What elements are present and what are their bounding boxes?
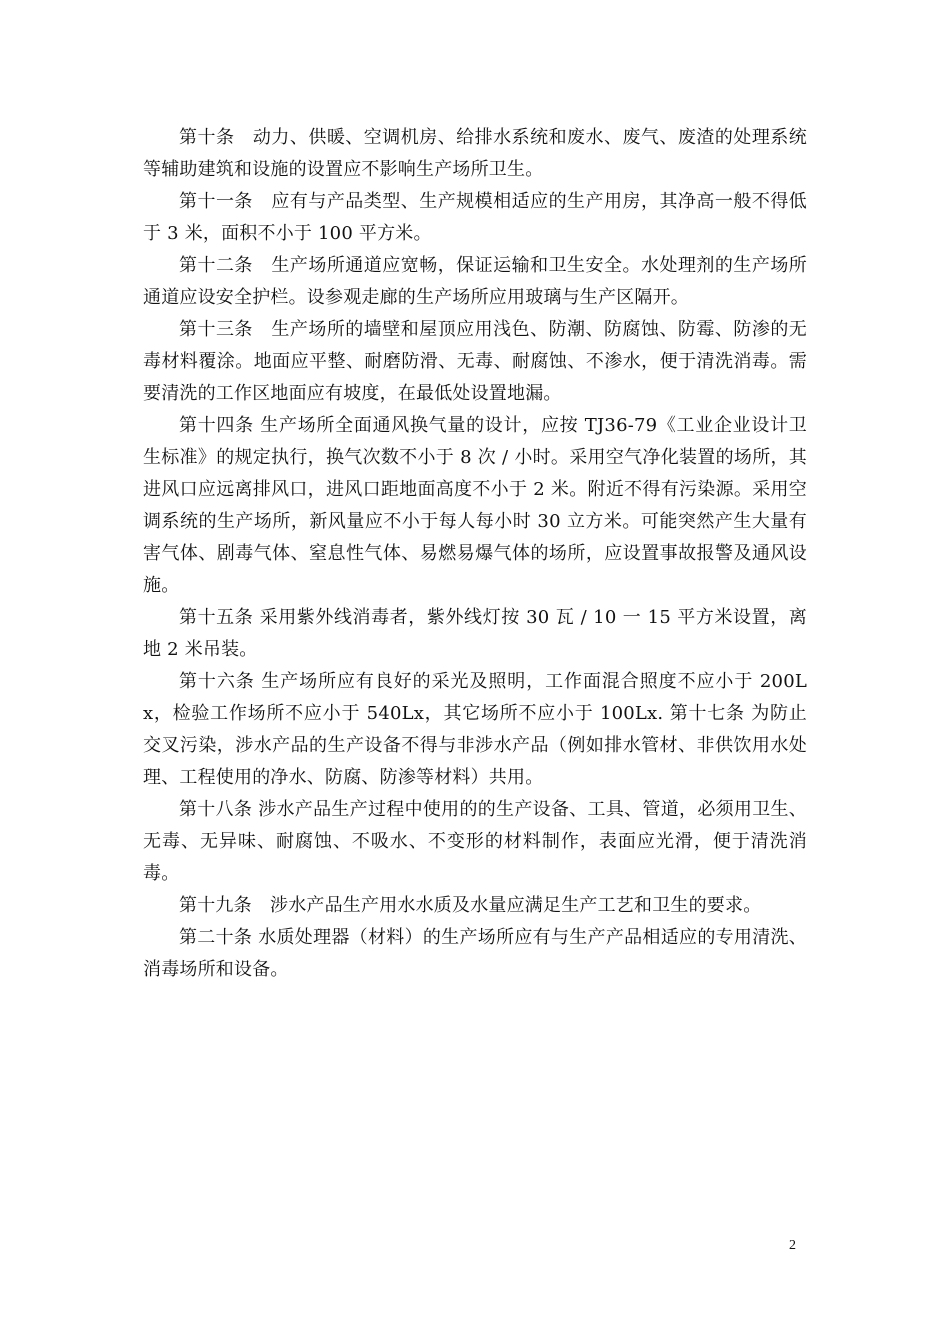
article-11-paragraph: 第十一条 应有与产品类型、生产规模相适应的生产用房，其净高一般不得低于 3 米，面积不小于 100 平方米。: [143, 191, 807, 244]
article-20-paragraph: 第二十条 水质处理器（材料）的生产场所应有与生产产品相适应的专用清洗、消毒场所和设备。: [143, 927, 807, 980]
article-18-paragraph: 第十八条 涉水产品生产过程中使用的的生产设备、工具、管道，必须用卫生、无毒、无异味、耐腐蚀、不吸水、不变形的材料制作，表面应光滑，便于清洗消毒。: [143, 799, 807, 884]
page-number: 2: [789, 1238, 796, 1253]
article-10-paragraph: 第十条 动力、供暖、空调机房、给排水系统和废水、废气、废渣的处理系统等辅助建筑和设施的设置应不影响生产场所卫生。: [143, 127, 807, 180]
article-19-paragraph: 第十九条 涉水产品生产用水水质及水量应满足生产工艺和卫生的要求。: [179, 895, 762, 916]
document-body: [143, 122, 807, 986]
article-14-paragraph: 第十四条 生产场所全面通风换气量的设计，应按 TJ36-79《工业企业设计卫生标准》的规定执行，换气次数不小于 8 次 / 小时。采用空气净化装置的场所，其进风口应远离排风口，进风口距地面高度不小于 2 米。附近不得有污染源。采用空调系统的生产场所，新风量应不小于每人每小时 30 立方米。可能突然产生大量有害气体、剧毒气体、窒息性气体、易燃易爆气体的场所，应设置事故报警及通风设施。: [143, 415, 807, 596]
article-16-17-paragraph: 第十六条 生产场所应有良好的采光及照明，工作面混合照度不应小于 200Lx，检验工作场所不应小于 540Lx，其它场所不应小于 100Lx. 第十七条 为防止交叉污染，涉水产品的生产设备不得与非涉水产品（例如排水管材、非供饮用水处理、工程使用的净水、防腐、防渗等材料）共用。: [143, 671, 807, 788]
article-12-paragraph: 第十二条 生产场所通道应宽畅，保证运输和卫生安全。水处理剂的生产场所通道应设安全护栏。设参观走廊的生产场所应用玻璃与生产区隔开。: [143, 255, 807, 308]
article-15-paragraph: 第十五条 采用紫外线消毒者，紫外线灯按 30 瓦 / 10 一 15 平方米设置，离地 2 米吊装。: [143, 607, 807, 660]
article-13-paragraph: 第十三条 生产场所的墙壁和屋顶应用浅色、防潮、防腐蚀、防霉、防渗的无毒材料覆涂。地面应平整、耐磨防滑、无毒、耐腐蚀、不渗水，便于清洗消毒。需要清洗的工作区地面应有坡度，在最低处设置地漏。: [143, 319, 807, 404]
